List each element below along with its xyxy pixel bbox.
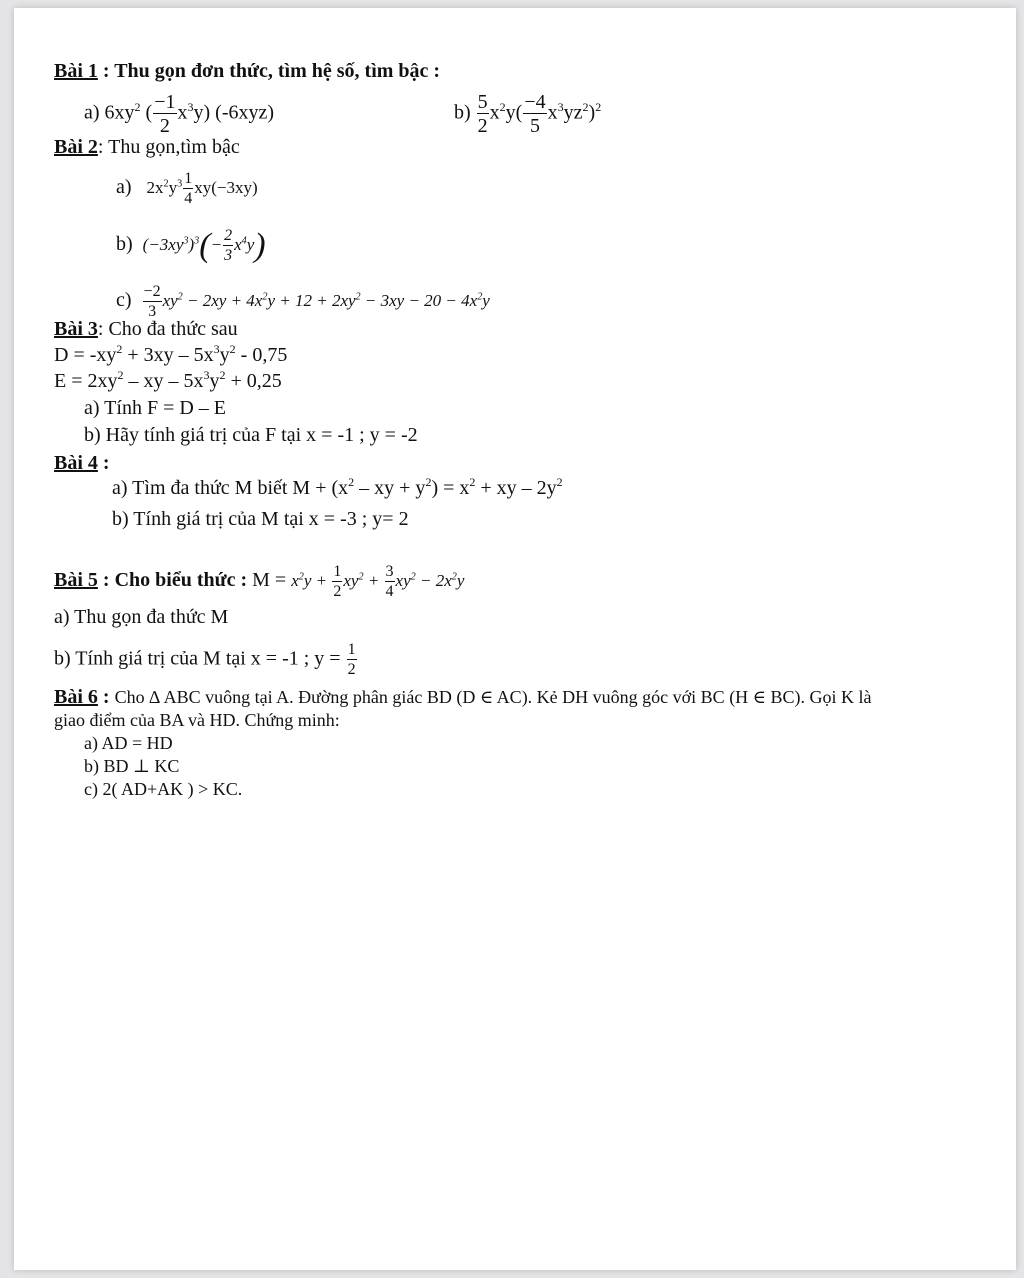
exercise-1-part-b: b) $\frac{5}{2}$ $x^2y$( $\frac{-4}{5}$ $x^3yz^2)^2$ bbox=[454, 91, 602, 137]
exercise-2-part-a: a) $2x^2y^3$ $\frac{1}{4}$ xy(−3xy) bbox=[116, 170, 258, 207]
fraction: $\frac{5}{2}$ bbox=[477, 91, 488, 137]
exercise-3-part-b: b) Hãy tính giá trị của F tại x = -1 ; y = -2 bbox=[84, 424, 418, 446]
exercise-1-part-a: a) $6xy^2$ ( $\frac{-1}{2}$ $x^3y$) (-6xyz) bbox=[84, 91, 275, 137]
exercise-2-title: : Thu gọn,tìm bậc bbox=[97, 136, 240, 158]
exercise-6-part-c: c) 2( AD+AK ) > KC. bbox=[84, 779, 243, 799]
exercise-2-part-b: b) $(-3xy^3)^3(-$ $\frac{2}{3}$ $x^4y$) bbox=[116, 227, 266, 264]
exercise-6-part-a: a) AD = HD bbox=[84, 733, 173, 753]
fraction: $\frac{1}{4}$ bbox=[184, 170, 193, 207]
exercise-4-label: Bài 4 bbox=[54, 452, 98, 474]
exercise-5-part-a: a) Thu gọn đa thức M bbox=[54, 606, 229, 628]
exercise-3-heading bbox=[54, 317, 238, 341]
fraction: $\frac{1}{2}$ bbox=[333, 563, 342, 600]
fraction: $\frac{2}{3}$ bbox=[224, 227, 233, 264]
fraction: $\frac{-4}{5}$ bbox=[524, 91, 546, 137]
exercise-4-part-a: a) Tìm đa thức M biết $M + (x^2$ – xy + $y^2) = x^2$ + xy – $2y^2$ bbox=[112, 475, 563, 499]
exercise-5-heading: Bài 5 : Cho biểu thức : $M = x^2y$ + $\frac{1}{2}$ $xy^2$ + $\frac{3}{4}$ $xy^2 - 2x^2y$ bbox=[54, 563, 465, 600]
exercise-5-part-b: b) Tính giá trị của M tại x = -1 ; y = $\frac{1}{2}$ bbox=[54, 641, 356, 678]
fraction: $\frac{-1}{2}$ bbox=[154, 91, 176, 137]
exercise-3-title: : Cho đa thức sau bbox=[97, 318, 238, 340]
fraction: $\frac{-2}{3}$ bbox=[143, 283, 161, 320]
exercise-3-label: Bài 3 bbox=[54, 318, 98, 340]
exercise-6-line-2: giao điểm của BA và HD. Chứng minh: bbox=[54, 710, 340, 730]
exercise-2-label: Bài 2 bbox=[54, 136, 98, 158]
fraction: $\frac{3}{4}$ bbox=[385, 563, 394, 600]
exercise-4-title: : bbox=[97, 452, 110, 474]
exercise-1-title: : Thu gọn đơn thức, tìm hệ số, tìm bậc : bbox=[97, 60, 441, 82]
exercise-5-label: Bài 5 bbox=[54, 568, 98, 591]
exercise-2-heading bbox=[54, 135, 240, 159]
exercise-1-heading bbox=[54, 59, 440, 83]
exercise-6-label: Bài 6 bbox=[54, 686, 98, 708]
exercise-6-line-1: Bài 6 : Cho ∆ ABC vuông tại A. Đường phân giác BD (D ∈ AC). Kẻ DH vuông góc với BC (H ∈ BC). Gọi K là bbox=[54, 686, 872, 708]
exercise-4-heading bbox=[54, 451, 110, 475]
exercise-5-title: : Cho biểu thức : bbox=[97, 568, 253, 591]
exercise-6-part-b: b) BD ⊥ KC bbox=[84, 756, 180, 776]
exercise-3-part-a: a) Tính F = D – E bbox=[84, 397, 227, 419]
document-page bbox=[14, 8, 1016, 1270]
exercise-4-part-b: b) Tính giá trị của M tại x = -3 ; y= 2 bbox=[112, 508, 409, 530]
exercise-2-part-c: c) $\frac{-2}{3}$ $xy^2 - 2xy + 4x^2y + 12 + 2xy^2 - 3xy - 20 - 4x^2y$ bbox=[116, 283, 490, 320]
polynomial-e: $E = 2xy^2$ – xy – $5x^3y^2 + 0,25$ bbox=[54, 368, 282, 392]
exercise-1-label: Bài 1 bbox=[54, 60, 98, 82]
fraction: $\frac{1}{2}$ bbox=[347, 641, 356, 678]
polynomial-d: $D = -xy^2 + 3xy - 5x^3y^2 - 0,75$ bbox=[54, 342, 288, 366]
